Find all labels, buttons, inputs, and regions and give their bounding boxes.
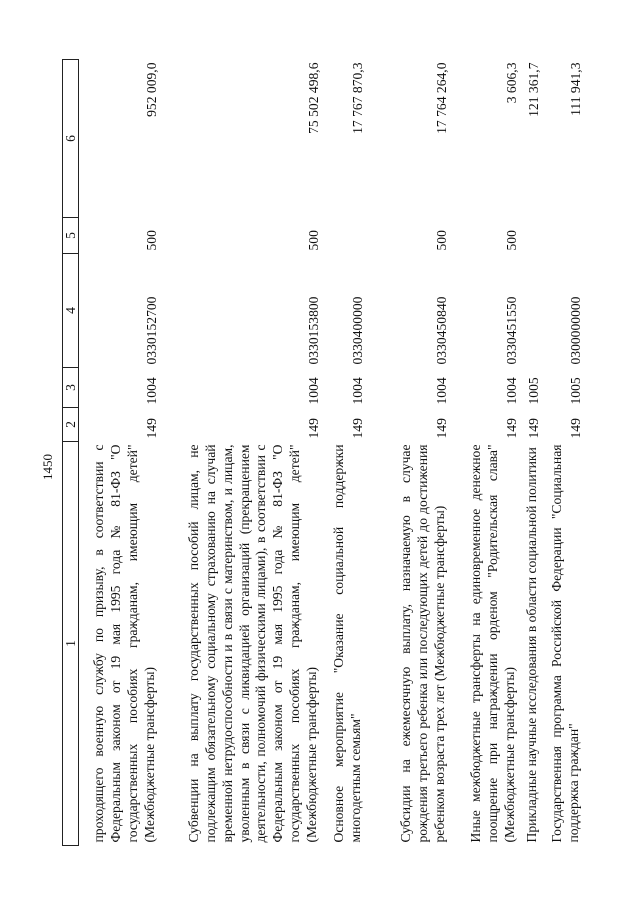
target-article-code: 0330451550: [503, 296, 519, 365]
ministry-code: 149: [567, 418, 583, 439]
amount: 17 764 264,0: [433, 62, 449, 134]
expense-type-code: 500: [143, 230, 159, 251]
table-row: [521, 60, 543, 846]
ministry-code: 149: [503, 418, 519, 439]
expense-type-code: [543, 218, 585, 254]
table-row: [79, 60, 161, 846]
section-code: 1004: [305, 377, 321, 405]
section-code: 1004: [433, 377, 449, 405]
column-number-row: [63, 60, 79, 846]
table-row: [323, 60, 367, 846]
target-article-code: 0300000000: [567, 296, 583, 365]
row-name: Государственная программа Российской Федерации "Социальная поддержка граждан": [548, 444, 581, 843]
target-article-code: 0330400000: [349, 296, 365, 365]
amount: 121 361,7: [525, 62, 541, 117]
column-header: 2: [63, 408, 79, 442]
section-code: 1005: [525, 377, 541, 405]
table-row: [451, 60, 521, 846]
amount: 111 941,3: [567, 62, 583, 116]
target-article-code: 0330153800: [305, 296, 321, 365]
target-article-code: 0330450840: [433, 296, 449, 365]
row-name: Иные межбюджетные трансферты на единовременное денежное поощрение при награждении орденом "Родительская слава" (Межбюджетные трансферты): [468, 444, 517, 843]
expense-type-code: 500: [433, 230, 449, 251]
ministry-code: 149: [349, 418, 365, 439]
expense-type-code: [323, 218, 367, 254]
row-name: проходящего военную службу по призыву, в соответствии с Федеральным законом от 19 мая 1995 года № 81-ФЗ "О государственных пособиях гражданам, имеющим детей" (Межбюджетные трансферты): [91, 444, 157, 843]
target-article-code: 0330152700: [143, 296, 159, 365]
section-code: 1004: [143, 377, 159, 405]
page-number: 1450: [40, 454, 55, 480]
amount: 952 009,0: [143, 62, 159, 117]
table-row: [543, 60, 585, 846]
column-header: 1: [63, 442, 79, 846]
expense-type-code: [521, 218, 543, 254]
rotated-page: [62, 60, 608, 846]
row-name: Основное мероприятие "Оказание социальной поддержки многодетным семьям": [330, 444, 363, 843]
expense-type-code: 500: [503, 230, 519, 251]
column-header: 3: [63, 368, 79, 408]
amount: 3 606,3: [503, 62, 519, 104]
column-header: 5: [63, 218, 79, 254]
section-code: 1004: [349, 377, 365, 405]
row-name: Субсидии на ежемесячную выплату, назначаемую в случае рождения третьего ребенка или последующих детей до достижения ребенком возраста трех лет (Межбюджетные трансферты): [398, 444, 447, 843]
budget-table: [62, 59, 585, 846]
section-code: 1004: [503, 377, 519, 405]
row-name: Прикладные научные исследования в области социальной политики: [523, 447, 539, 843]
table-row: [161, 60, 323, 846]
amount: 17 767 870,3: [349, 62, 365, 134]
target-article-code: [521, 254, 543, 368]
table-row: [367, 60, 451, 846]
ministry-code: 149: [433, 418, 449, 439]
expense-type-code: 500: [305, 230, 321, 251]
column-header: 6: [63, 60, 79, 218]
amount: 75 502 498,6: [305, 62, 321, 134]
row-name: Субвенции на выплату государственных пособий лицам, не подлежащим обязательному социальному страхованию на случай временной нетрудоспособности и в связи с материнством, и лицам, уволенным в связи с ликвидацией организаций (прекращением деятельности, полномочий физическими лицами), в соответствии с Федеральным законом от 19 мая 1995 года № 81-ФЗ "О государственных пособиях гражданам, имеющим детей" (Межбюджетные трансферты): [186, 444, 319, 843]
column-header: 4: [63, 254, 79, 368]
ministry-code: 149: [525, 418, 541, 439]
section-code: 1005: [567, 377, 583, 405]
ministry-code: 149: [305, 418, 321, 439]
ministry-code: 149: [143, 418, 159, 439]
